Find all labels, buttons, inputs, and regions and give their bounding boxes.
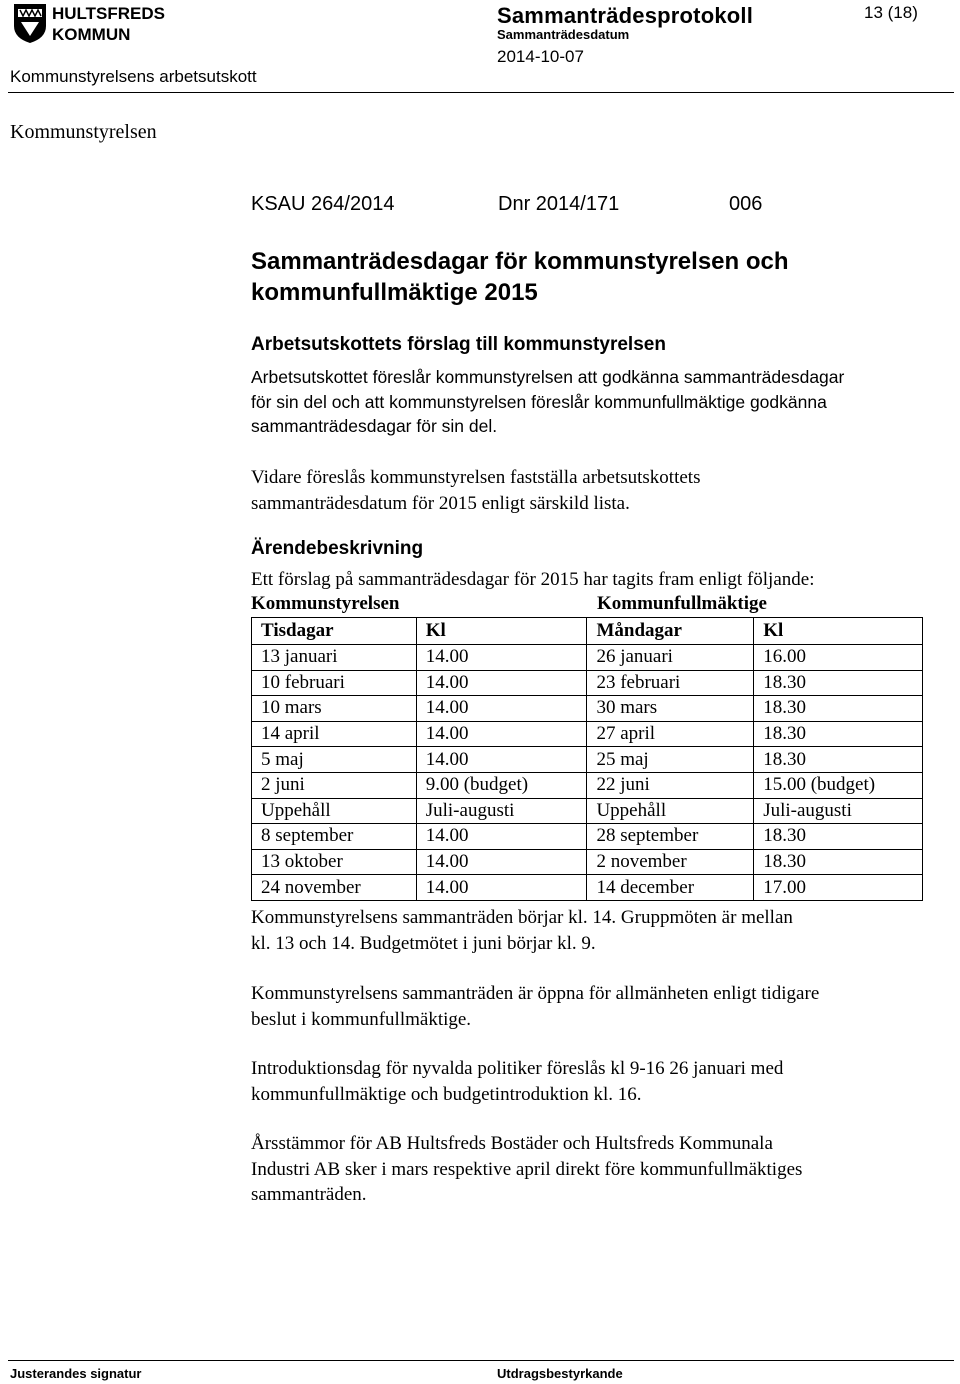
table-cell: 18.30 [754, 747, 923, 773]
table-cell: 18.30 [754, 670, 923, 696]
table-row [252, 645, 923, 671]
table-header-row [252, 618, 923, 645]
table-cell: 14.00 [416, 645, 587, 671]
header-divider [8, 92, 954, 93]
table-cell: 14.00 [416, 849, 587, 875]
meeting-schedule-table [251, 617, 923, 901]
extract-certification-label: Utdragsbestyrkande [497, 1366, 623, 1381]
organisation-unit: Kommunstyrelsens arbetsutskott [10, 67, 257, 86]
table-cell: 18.30 [754, 721, 923, 747]
table-cell: 14.00 [416, 670, 587, 696]
table-cell: 17.00 [754, 875, 923, 901]
table-header-cell: Tisdagar [252, 618, 417, 645]
table-cell: 10 mars [252, 696, 417, 722]
table-cell: Juli-augusti [416, 798, 587, 824]
table-cell: 18.30 [754, 849, 923, 875]
group-kommunfullmaktige: Kommunfullmäktige [597, 593, 767, 614]
proposal-heading: Arbetsutskottets förslag till kommunstyrelsen [251, 334, 666, 355]
document-title: Sammanträdesprotokoll [497, 3, 754, 28]
paragraph-line: Årsstämmor för AB Hultsfreds Bostäder och Hultsfreds Kommunala [251, 1133, 773, 1154]
paragraph-line: Kommunstyrelsens sammanträden är öppna för allmänheten enligt tidigare [251, 983, 820, 1004]
table-cell: 30 mars [587, 696, 754, 722]
description-intro: Ett förslag på sammanträdesdagar för 2015 har tagits fram enligt följande: [251, 569, 815, 590]
item-heading [251, 246, 931, 308]
table-cell: 14.00 [416, 721, 587, 747]
table-cell: Uppehåll [252, 798, 417, 824]
proposal-line: för sin del och att kommunstyrelsen föreslår kommunfullmäktige godkänna [251, 391, 827, 412]
table-cell: 22 juni [587, 772, 754, 798]
table-cell: 23 februari [587, 670, 754, 696]
paragraph-line: beslut i kommunfullmäktige. [251, 1008, 472, 1030]
table-cell: 2 juni [252, 772, 417, 798]
table-cell: 16.00 [754, 645, 923, 671]
case-dnr: Dnr 2014/171 [498, 193, 620, 215]
table-row [252, 798, 923, 824]
meeting-date: 2014-10-07 [497, 47, 584, 66]
table-cell: 18.30 [754, 696, 923, 722]
table-row [252, 747, 923, 773]
item-heading-line1: Sammanträdesdagar för kommunstyrelsen och [251, 248, 789, 275]
table-header-cell: Måndagar [587, 618, 754, 645]
table-cell: 13 oktober [252, 849, 417, 875]
table-cell: 14 april [252, 721, 417, 747]
table-cell: Uppehåll [587, 798, 754, 824]
table-cell: 14 december [587, 875, 754, 901]
paragraph-line: Introduktionsdag för nyvalda politiker föreslås kl 9-16 26 januari med [251, 1058, 784, 1079]
table-cell: 15.00 (budget) [754, 772, 923, 798]
paragraph-introduction-day [251, 1056, 931, 1107]
table-cell: 25 maj [587, 747, 754, 773]
table-row [252, 849, 923, 875]
table-row [252, 824, 923, 850]
table-cell: 18.30 [754, 824, 923, 850]
section-title: Kommunstyrelsen [10, 121, 157, 143]
table-cell: 24 november [252, 875, 417, 901]
case-code: 006 [729, 193, 763, 215]
table-row [252, 696, 923, 722]
table-cell: 14.00 [416, 875, 587, 901]
table-cell: 14.00 [416, 824, 587, 850]
table-cell: 9.00 (budget) [416, 772, 587, 798]
paragraph-annual-meetings [251, 1131, 931, 1208]
proposal-text [251, 365, 931, 439]
table-header-cell: Kl [754, 618, 923, 645]
table-cell: 27 april [587, 721, 754, 747]
logo-line2: KOMMUN [52, 25, 131, 44]
paragraph-public-meetings [251, 981, 931, 1032]
municipality-logo [12, 2, 187, 44]
footer-divider [8, 1360, 954, 1361]
proposal-extra-line: Vidare föreslås kommunstyrelsen fastställa arbetsutskottets [251, 467, 701, 488]
table-cell: 26 januari [587, 645, 754, 671]
logo-line1: HULTSFREDS [52, 4, 166, 23]
paragraph-line: sammanträden. [251, 1184, 367, 1205]
table-header-cell: Kl [416, 618, 587, 645]
table-cell: 13 januari [252, 645, 417, 671]
page-number: 13 (18) [864, 3, 918, 22]
table-cell: 2 november [587, 849, 754, 875]
table-cell: Juli-augusti [754, 798, 923, 824]
coat-of-arms-icon [14, 4, 46, 43]
paragraph-line: Industri AB sker i mars respektive april direkt före kommunfullmäktiges [251, 1158, 803, 1180]
proposal-extra-text [251, 465, 931, 516]
table-row [252, 875, 923, 901]
table-cell: 10 februari [252, 670, 417, 696]
group-kommunstyrelsen: Kommunstyrelsen [251, 593, 400, 614]
table-cell: 8 september [252, 824, 417, 850]
table-cell: 5 maj [252, 747, 417, 773]
table-row [252, 721, 923, 747]
paragraph-line: Kommunstyrelsens sammanträden börjar kl. 14. Gruppmöten är mellan [251, 907, 793, 928]
case-number: KSAU 264/2014 [251, 193, 395, 215]
table-cell: 14.00 [416, 747, 587, 773]
proposal-line: Arbetsutskottet föreslår kommunstyrelsen att godkänna sammanträdesdagar [251, 367, 845, 387]
proposal-extra-line: sammanträdesdatum för 2015 enligt särskild lista. [251, 492, 630, 514]
item-heading-line2: kommunfullmäktige 2015 [251, 279, 538, 306]
table-cell: 28 september [587, 824, 754, 850]
signature-label: Justerandes signatur [10, 1366, 142, 1381]
description-heading: Ärendebeskrivning [251, 538, 424, 559]
paragraph-meeting-times [251, 905, 931, 956]
table-cell: 14.00 [416, 696, 587, 722]
proposal-line: sammanträdesdagar för sin del. [251, 416, 498, 436]
paragraph-line: kommunfullmäktige och budgetintroduktion kl. 16. [251, 1083, 642, 1105]
table-row [252, 772, 923, 798]
meeting-date-label: Sammanträdesdatum [497, 27, 630, 42]
paragraph-line: kl. 13 och 14. Budgetmötet i juni börjar kl. 9. [251, 932, 596, 954]
table-row [252, 670, 923, 696]
